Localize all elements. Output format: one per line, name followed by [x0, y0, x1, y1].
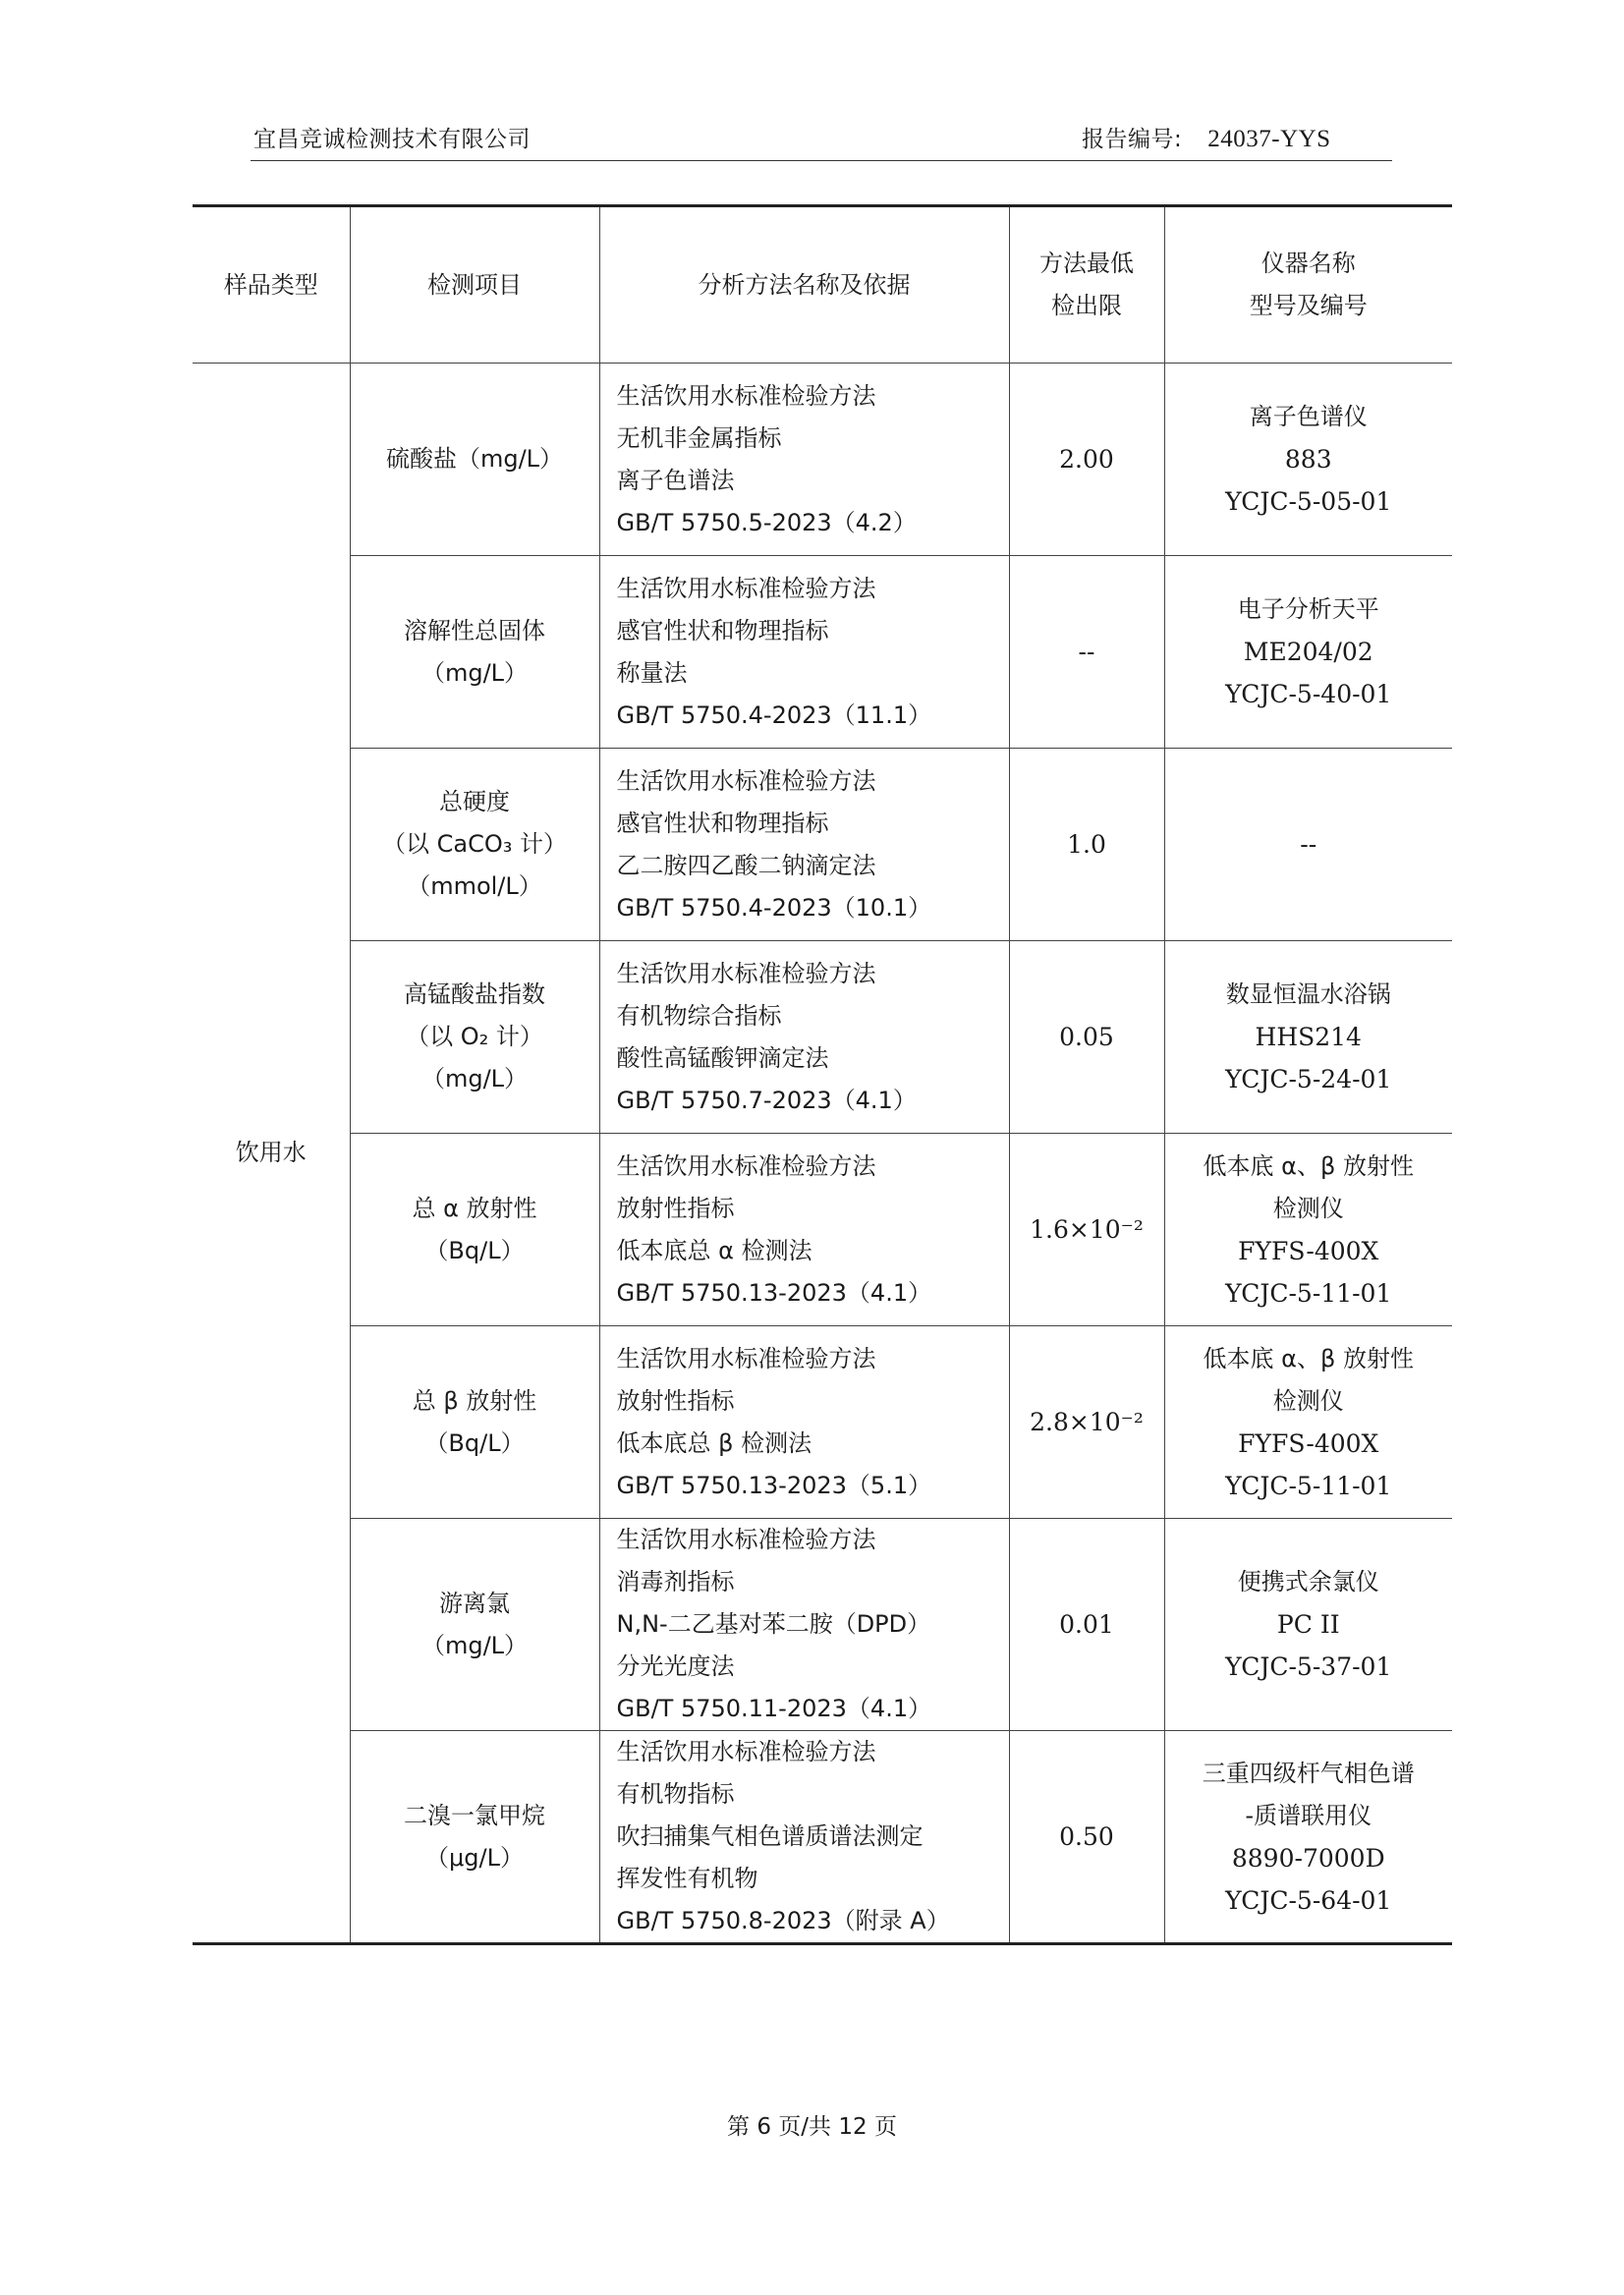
- instrument-line: 离子色谱仪: [1249, 403, 1368, 430]
- header-method: [599, 206, 1009, 364]
- test-item-cell: [350, 941, 599, 1134]
- method-line: 生活饮用水标准检验方法: [616, 1738, 876, 1765]
- instrument-line: 三重四级杆气相色谱: [1202, 1759, 1415, 1787]
- instrument-line: FYFS-400X: [1238, 1428, 1379, 1458]
- test-item-line: （mg/L）: [420, 1065, 529, 1092]
- method-cell: [599, 556, 1009, 749]
- instrument-cell: [1164, 1134, 1452, 1326]
- instrument-line: YCJC-5-40-01: [1225, 680, 1392, 708]
- method-line: 吹扫捕集气相色谱质谱法测定: [616, 1822, 924, 1850]
- instrument-line: 数显恒温水浴锅: [1225, 980, 1391, 1008]
- instrument-line: 检测仪: [1272, 1386, 1344, 1415]
- detection-limit-value: 2.8×10⁻²: [1030, 1408, 1144, 1436]
- method-line: 放射性指标: [616, 1194, 735, 1222]
- test-item-line: 硫酸盐（mg/L）: [385, 445, 564, 473]
- header-instrument-line: 型号及编号: [1249, 292, 1368, 319]
- test-item-line: （以 O₂ 计）: [406, 1023, 543, 1050]
- instrument-cell: [1164, 1519, 1452, 1731]
- instrument-line: YCJC-5-11-01: [1225, 1278, 1392, 1308]
- method-line: GB/T 5750.11-2023（4.1）: [616, 1695, 932, 1722]
- test-item-cell: [350, 1134, 599, 1326]
- method-line: 生活饮用水标准检验方法: [616, 574, 876, 602]
- test-item-line: 游离氯: [439, 1589, 510, 1617]
- header-detection-limit-line: 方法最低: [1039, 250, 1134, 277]
- method-line: 放射性指标: [616, 1386, 735, 1415]
- detection-limit-value: 2.00: [1059, 445, 1114, 474]
- test-item-line: 二溴一氯甲烷: [404, 1801, 545, 1829]
- method-cell: [599, 1519, 1009, 1731]
- instrument-line: YCJC-5-05-01: [1225, 487, 1392, 516]
- test-item-line: （mg/L）: [420, 658, 529, 687]
- sample-type-cell: [193, 364, 350, 1944]
- table-row: [193, 941, 1452, 1134]
- test-item-line: （以 CaCO₃ 计）: [382, 830, 567, 858]
- instrument-cell: [1164, 941, 1452, 1134]
- detection-limit-cell: [1009, 1519, 1164, 1731]
- header-test-item-line: 检测项目: [427, 270, 522, 299]
- detection-limit-cell: [1009, 749, 1164, 941]
- method-line: 生活饮用水标准检验方法: [616, 1344, 876, 1372]
- instrument-line: --: [1300, 830, 1317, 859]
- instrument-line: FYFS-400X: [1238, 1236, 1379, 1265]
- method-line: 无机非金属指标: [616, 423, 782, 452]
- method-line: 消毒剂指标: [616, 1568, 735, 1595]
- instrument-line: PC II: [1276, 1610, 1340, 1639]
- method-line: 生活饮用水标准检验方法: [616, 766, 876, 795]
- detection-limit-cell: [1009, 556, 1164, 749]
- method-cell: [599, 749, 1009, 941]
- table-row: [193, 1731, 1452, 1944]
- method-line: GB/T 5750.7-2023（4.1）: [616, 1086, 917, 1114]
- detection-limit-cell: [1009, 1731, 1164, 1944]
- method-line: 生活饮用水标准检验方法: [616, 1151, 876, 1180]
- instrument-line: YCJC-5-24-01: [1225, 1065, 1392, 1093]
- method-line: 酸性高锰酸钾滴定法: [616, 1043, 829, 1072]
- instrument-line: 低本底 α、β 放射性: [1203, 1151, 1414, 1180]
- detection-limit-value: 0.50: [1059, 1822, 1114, 1851]
- test-item-line: 总 α 放射性: [412, 1194, 537, 1222]
- test-item-line: 总 β 放射性: [412, 1386, 537, 1415]
- method-line: 低本底总 α 检测法: [616, 1236, 812, 1264]
- instrument-cell: [1164, 1326, 1452, 1519]
- test-item-cell: [350, 1326, 599, 1519]
- method-line: 生活饮用水标准检验方法: [616, 1526, 876, 1553]
- method-cell: [599, 1326, 1009, 1519]
- detection-limit-value: 1.0: [1067, 830, 1106, 859]
- header-method-line: 分析方法名称及依据: [698, 270, 911, 299]
- method-line: 分光光度法: [616, 1652, 735, 1680]
- instrument-cell: [1164, 749, 1452, 941]
- method-line: GB/T 5750.13-2023（5.1）: [616, 1471, 932, 1499]
- header-detection-limit-line: 检出限: [1051, 292, 1122, 319]
- detection-limit-value: 1.6×10⁻²: [1030, 1215, 1144, 1244]
- table-header: [193, 206, 1452, 364]
- instrument-line: YCJC-5-11-01: [1225, 1471, 1392, 1500]
- detection-limit-value: 0.01: [1059, 1610, 1114, 1639]
- table-row: [193, 1134, 1452, 1326]
- header-rule: [251, 160, 1392, 161]
- test-item-line: （mmol/L）: [407, 872, 542, 900]
- test-item-line: 溶解性总固体: [404, 616, 545, 644]
- instrument-line: 检测仪: [1272, 1194, 1344, 1222]
- test-item-line: 高锰酸盐指数: [404, 980, 545, 1008]
- test-item-cell: [350, 364, 599, 556]
- instrument-line: YCJC-5-37-01: [1225, 1652, 1392, 1681]
- test-item-line: （mg/L）: [420, 1631, 529, 1659]
- method-line: 称量法: [616, 658, 688, 687]
- test-item-cell: [350, 1731, 599, 1944]
- test-item-line: 总硬度: [439, 788, 510, 815]
- method-line: GB/T 5750.4-2023（11.1）: [616, 700, 932, 729]
- header-sample-type-line: 样品类型: [223, 270, 318, 299]
- instrument-cell: [1164, 556, 1452, 749]
- method-cell: [599, 1134, 1009, 1326]
- table-row: [193, 364, 1452, 556]
- table-row: [193, 1519, 1452, 1731]
- method-line: 感官性状和物理指标: [616, 809, 829, 837]
- detection-limit-value: 0.05: [1059, 1023, 1114, 1051]
- table-body: [193, 364, 1452, 1944]
- method-line: GB/T 5750.8-2023（附录 A）: [616, 1907, 950, 1934]
- method-line: 有机物综合指标: [616, 1001, 782, 1030]
- table-row: [193, 749, 1452, 941]
- detection-limit-cell: [1009, 1134, 1164, 1326]
- instrument-line: 8890-7000D: [1231, 1843, 1385, 1873]
- table-row: [193, 1326, 1452, 1519]
- method-line: GB/T 5750.4-2023（10.1）: [616, 893, 932, 922]
- instrument-line: 便携式余氯仪: [1237, 1568, 1379, 1595]
- method-cell: [599, 941, 1009, 1134]
- instrument-line: HHS214: [1255, 1023, 1362, 1051]
- company-name: 宜昌竞诚检测技术有限公司: [253, 127, 531, 152]
- header-instrument-line: 仪器名称: [1260, 250, 1356, 277]
- test-item-cell: [350, 749, 599, 941]
- method-line: 感官性状和物理指标: [616, 616, 829, 644]
- test-item-cell: [350, 556, 599, 749]
- header-detection-limit: [1009, 206, 1164, 364]
- instrument-line: YCJC-5-64-01: [1225, 1885, 1392, 1915]
- method-line: 乙二胺四乙酸二钠滴定法: [616, 851, 876, 879]
- page-number: 第 6 页/共 12 页: [727, 2114, 897, 2140]
- detection-limit-value: --: [1078, 638, 1095, 666]
- instrument-cell: [1164, 1731, 1452, 1944]
- method-line: N,N-二乙基对苯二胺（DPD）: [616, 1610, 931, 1638]
- detection-limit-cell: [1009, 941, 1164, 1134]
- test-method-table: [193, 204, 1452, 1945]
- method-line: 低本底总 β 检测法: [616, 1428, 812, 1457]
- instrument-line: 883: [1284, 445, 1332, 474]
- method-line: 生活饮用水标准检验方法: [616, 959, 876, 987]
- report-number: [1082, 120, 1331, 159]
- table-header-row: [193, 206, 1452, 364]
- detection-limit-cell: [1009, 1326, 1164, 1519]
- report-number-label: 报告编号:: [1082, 127, 1183, 152]
- instrument-line: 低本底 α、β 放射性: [1203, 1344, 1414, 1372]
- method-line: 离子色谱法: [616, 466, 735, 494]
- method-cell: [599, 364, 1009, 556]
- method-line: GB/T 5750.5-2023（4.2）: [616, 508, 917, 536]
- method-line: 生活饮用水标准检验方法: [616, 381, 876, 410]
- method-line: 挥发性有机物: [616, 1865, 758, 1892]
- test-item-line: （Bq/L）: [424, 1236, 525, 1264]
- method-line: 有机物指标: [616, 1780, 735, 1808]
- header-instrument: [1164, 206, 1452, 364]
- test-item-line: （Bq/L）: [424, 1428, 525, 1457]
- header-sample-type: [193, 206, 350, 364]
- table-row: [193, 556, 1452, 749]
- test-item-line: （μg/L）: [425, 1843, 524, 1872]
- sample-type-text: 饮用水: [235, 1139, 307, 1166]
- test-item-cell: [350, 1519, 599, 1731]
- detection-limit-cell: [1009, 364, 1164, 556]
- report-number-value: 24037-YYS: [1207, 126, 1331, 152]
- header-test-item: [350, 206, 599, 364]
- method-line: GB/T 5750.13-2023（4.1）: [616, 1278, 932, 1307]
- instrument-cell: [1164, 364, 1452, 556]
- instrument-line: ME204/02: [1243, 638, 1373, 666]
- instrument-line: -质谱联用仪: [1245, 1801, 1372, 1829]
- method-cell: [599, 1731, 1009, 1944]
- instrument-line: 电子分析天平: [1237, 595, 1379, 623]
